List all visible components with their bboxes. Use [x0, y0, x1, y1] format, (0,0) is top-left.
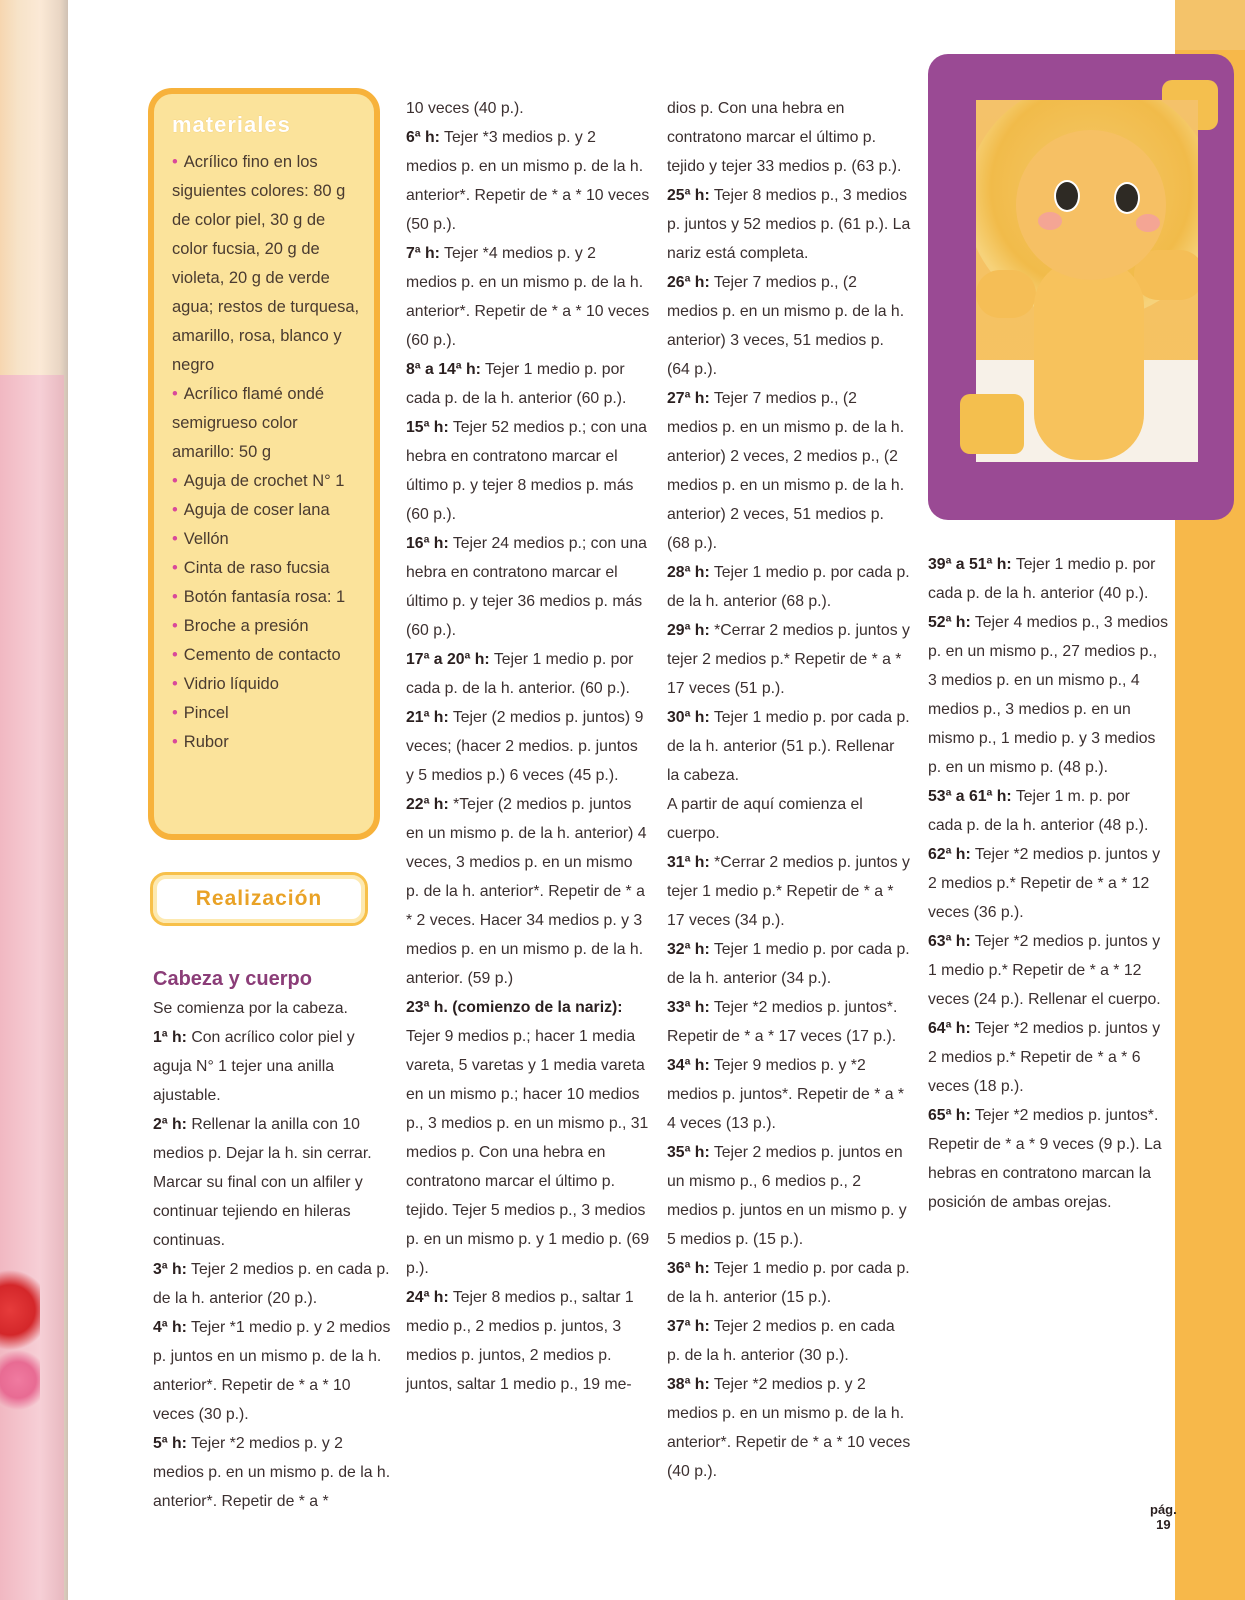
row-label: 22ª h: — [406, 796, 449, 813]
row-label: 28ª h: — [667, 564, 710, 581]
row-text: Tejer 2 medios p. en cada p. de la h. anterior (30 p.). — [667, 1318, 895, 1364]
instruction-step — [667, 94, 911, 181]
row-text: Con acrílico color piel y aguja N° 1 tejer una anilla ajustable. — [153, 1029, 355, 1104]
page-gutter — [0, 0, 68, 1600]
row-label: 6ª h: — [406, 129, 440, 146]
row-label: 3ª h: — [153, 1261, 187, 1278]
bullet-icon: • — [172, 704, 178, 722]
row-label: 63ª h: — [928, 933, 971, 950]
instruction-step — [667, 181, 911, 268]
material-item — [172, 525, 360, 554]
row-label: 24ª h: — [406, 1289, 449, 1306]
materials-title: materiales — [172, 112, 291, 137]
instruction-step — [928, 1101, 1168, 1217]
material-item — [172, 583, 360, 612]
row-label: 53ª a 61ª h: — [928, 788, 1012, 805]
row-label: 32ª h: — [667, 941, 710, 958]
instruction-step — [406, 94, 650, 123]
row-label: 25ª h: — [667, 187, 710, 204]
instruction-step — [667, 935, 911, 993]
row-label: 21ª h: — [406, 709, 449, 726]
instruction-step — [667, 268, 911, 384]
instruction-step — [406, 645, 650, 703]
bullet-icon: • — [172, 675, 178, 693]
row-text: *Tejer (2 medios p. juntos en un mismo p. de la h. anterior) 4 veces, 3 medios p. en un mismo p. de la h. anterior*. Repetir de * a * 2 veces. Hacer 34 medios p. y 3 medios p. en un mismo p. de la h. anterior. (59 p.) — [406, 796, 647, 987]
material-item — [172, 467, 360, 496]
column-4 — [928, 550, 1168, 1217]
instruction-step — [153, 1023, 393, 1110]
bullet-icon: • — [172, 385, 178, 403]
instruction-step — [406, 993, 650, 1283]
instruction-step — [406, 123, 650, 239]
row-text: 10 veces (40 p.). — [406, 100, 524, 117]
row-text: Tejer *1 medio p. y 2 medios p. juntos en un mismo p. de la h. anterior*. Repetir de * a * 10 veces (30 p.). — [153, 1319, 391, 1423]
instruction-step — [406, 239, 650, 355]
row-text: Tejer *4 medios p. y 2 medios p. en un mismo p. de la h. anterior*. Repetir de * a * 10 veces (60 p.). — [406, 245, 650, 349]
section-title: Cabeza y cuerpo — [153, 968, 312, 990]
row-text: Tejer *3 medios p. y 2 medios p. en un mismo p. de la h. anterior*. Repetir de * a * 10 veces (50 p.). — [406, 129, 650, 233]
material-text: Acrílico fino en los siguientes colores: 80 g de color piel, 30 g de color fucsia, 20 g de violeta, 20 g de verde agua; restos de turquesa, amarillo, rosa, blanco y negro — [172, 153, 360, 374]
material-text: Aguja de coser lana — [183, 501, 330, 519]
material-item — [172, 148, 360, 380]
material-text: Cemento de contacto — [183, 646, 341, 664]
instruction-step — [667, 616, 911, 703]
bullet-icon: • — [172, 733, 178, 751]
row-text: Tejer *2 medios p. juntos*. Repetir de * a * 17 veces (17 p.). — [667, 999, 898, 1045]
instruction-step — [153, 1429, 393, 1516]
material-text: Rubor — [183, 733, 229, 751]
row-text: Tejer *2 medios p. juntos y 1 medio p.* Repetir de * a * 12 veces (24 p.). Rellenar el cuerpo. — [928, 933, 1161, 1008]
row-text: Tejer 1 m. p. por cada p. de la h. anterior (48 p.). — [928, 788, 1149, 834]
row-label: 1ª h: — [153, 1029, 187, 1046]
row-text: Tejer *2 medios p. y 2 medios p. en un mismo p. de la h. anterior*. Repetir de * a * — [153, 1435, 391, 1510]
instruction-step — [153, 1255, 393, 1313]
row-label: 27ª h: — [667, 390, 710, 407]
row-text: Rellenar la anilla con 10 medios p. Dejar la h. sin cerrar. Marcar su final con un alfiler y continuar tejiendo en hileras continuas. — [153, 1116, 372, 1249]
instruction-step — [928, 550, 1168, 608]
bullet-icon: • — [172, 646, 178, 664]
page-label: pág. — [1150, 1502, 1177, 1517]
material-item — [172, 728, 360, 757]
instruction-step — [406, 703, 650, 790]
column-1 — [153, 964, 393, 1516]
instruction-step — [153, 1110, 393, 1255]
material-item — [172, 612, 360, 641]
row-label: 15ª h: — [406, 419, 449, 436]
material-text: Vidrio líquido — [183, 675, 279, 693]
bullet-icon: • — [172, 530, 178, 548]
instruction-step — [406, 413, 650, 529]
row-text: Tejer *2 medios p. y 2 medios p. en un mismo p. de la h. anterior*. Repetir de * a * 10 veces (40 p.). — [667, 1376, 911, 1480]
row-text: Tejer 7 medios p., (2 medios p. en un mismo p. de la h. anterior) 2 veces, 2 medios p., (2 medios p. en un mismo p. de la h. anterior) 2 veces, 51 medios p. (68 p.). — [667, 390, 905, 552]
intro-text: Se comienza por la cabeza. — [153, 1000, 348, 1017]
row-text: Tejer (2 medios p. juntos) 9 veces; (hacer 2 medios. p. juntos y 5 medios p.) 6 veces (45 p.). — [406, 709, 644, 784]
row-label: 35ª h: — [667, 1144, 710, 1161]
row-text: A partir de aquí comienza el cuerpo. — [667, 796, 863, 842]
adjacent-page-photo — [0, 1270, 40, 1420]
row-text: Tejer 1 medio p. por cada p. de la h. anterior (51 p.). Rellenar la cabeza. — [667, 709, 910, 784]
row-text: Tejer 9 medios p. y *2 medios p. juntos*. Repetir de * a * 4 veces (13 p.). — [667, 1057, 905, 1132]
row-text: *Cerrar 2 medios p. juntos y tejer 1 medio p.* Repetir de * a * 17 veces (34 p.). — [667, 854, 910, 929]
row-text: Tejer 2 medios p. en cada p. de la h. anterior (20 p.). — [153, 1261, 390, 1307]
row-text: Tejer *2 medios p. juntos*. Repetir de * a * 9 veces (9 p.). La hebras en contratono marcan la posición de ambas orejas. — [928, 1107, 1162, 1211]
instruction-step — [667, 790, 911, 848]
row-text: Tejer 52 medios p.; con una hebra en contratono marcar el último p. y tejer 8 medios p. más (60 p.). — [406, 419, 647, 523]
column-2 — [406, 94, 650, 1399]
material-item — [172, 554, 360, 583]
row-text: Tejer *2 medios p. juntos y 2 medios p.* Repetir de * a * 12 veces (36 p.). — [928, 846, 1161, 921]
material-item — [172, 641, 360, 670]
row-label: 8ª a 14ª h: — [406, 361, 481, 378]
instruction-step — [406, 790, 650, 993]
material-text: Aguja de crochet N° 1 — [183, 472, 345, 490]
frame-corner-decoration — [960, 394, 1024, 454]
row-label: 23ª h. (comienzo de la nariz): — [406, 999, 623, 1016]
row-label: 16ª h: — [406, 535, 449, 552]
row-label: 36ª h: — [667, 1260, 710, 1277]
instruction-step — [667, 993, 911, 1051]
instruction-step — [406, 355, 650, 413]
instruction-step — [928, 608, 1168, 782]
row-text: Tejer 9 medios p.; hacer 1 media vareta, 5 varetas y 1 media vareta en un mismo p.; hacer 10 medios p., 3 medios p. en un mismo p., 31 medios p. Con una hebra en contratono marcar el último p. tejido. Tejer 5 medios p., 3 medios p. en un mismo p. y 1 medio p. (69 p.). — [406, 1028, 650, 1277]
row-text: Tejer 24 medios p.; con una hebra en contratono marcar el último p. y tejer 36 medios p. más (60 p.). — [406, 535, 647, 639]
instruction-step — [667, 1370, 911, 1486]
bullet-icon: • — [172, 472, 178, 490]
row-label: 5ª h: — [153, 1435, 187, 1452]
material-item — [172, 670, 360, 699]
row-text: Tejer 1 medio p. por cada p. de la h. anterior (15 p.). — [667, 1260, 910, 1306]
row-text: Tejer 8 medios p., saltar 1 medio p., 2 medios p. juntos, 3 medios p. juntos, 2 medios p. juntos, saltar 1 medio p., 19 me- — [406, 1289, 634, 1393]
row-text: *Cerrar 2 medios p. juntos y tejer 2 medios p.* Repetir de * a * 17 veces (51 p.). — [667, 622, 910, 697]
row-label: 7ª h: — [406, 245, 440, 262]
bullet-icon: • — [172, 617, 178, 635]
bullet-icon: • — [172, 559, 178, 577]
row-text: Tejer 1 medio p. por cada p. de la h. anterior. (60 p.). — [406, 651, 634, 697]
instruction-step — [153, 1313, 393, 1429]
row-label: 52ª h: — [928, 614, 971, 631]
material-item — [172, 380, 360, 467]
row-text: Tejer 4 medios p., 3 medios p. en un mismo p., 27 medios p., 3 medios p. en un mismo p., 4 medios p., 3 medios p. en un mismo p., 1 medio p. y 3 medios p. en un mismo p. (48 p.). — [928, 614, 1168, 776]
instruction-step — [667, 1254, 911, 1312]
row-text: Tejer 8 medios p., 3 medios p. juntos y 52 medios p. (61 p.). La nariz está completa. — [667, 187, 911, 262]
row-label: 26ª h: — [667, 274, 710, 291]
material-text: Acrílico flamé ondé semigrueso color amarillo: 50 g — [172, 385, 325, 461]
realizacion-label: Realización — [150, 872, 368, 926]
row-label: 64ª h: — [928, 1020, 971, 1037]
bullet-icon: • — [172, 501, 178, 519]
instruction-step — [667, 1312, 911, 1370]
row-text: Tejer 1 medio p. por cada p. de la h. anterior (40 p.). — [928, 556, 1156, 602]
row-text: Tejer *2 medios p. juntos y 2 medios p.* Repetir de * a * 6 veces (18 p.). — [928, 1020, 1161, 1095]
page-number-value: 19 — [1156, 1517, 1171, 1532]
material-item — [172, 699, 360, 728]
row-label: 30ª h: — [667, 709, 710, 726]
row-label: 4ª h: — [153, 1319, 187, 1336]
material-text: Cinta de raso fucsia — [183, 559, 330, 577]
materials-list — [172, 148, 360, 757]
instruction-step — [928, 927, 1168, 1014]
material-item — [172, 496, 360, 525]
row-label: 37ª h: — [667, 1318, 710, 1335]
row-label: 62ª h: — [928, 846, 971, 863]
material-text: Botón fantasía rosa: 1 — [183, 588, 346, 606]
material-text: Vellón — [183, 530, 229, 548]
row-text: Tejer 7 medios p., (2 medios p. en un mismo p. de la h. anterior) 3 veces, 51 medios p. (64 p.). — [667, 274, 905, 378]
instruction-step — [406, 529, 650, 645]
row-text: Tejer 1 medio p. por cada p. de la h. anterior (60 p.). — [406, 361, 627, 407]
row-text: Tejer 1 medio p. por cada p. de la h. anterior (68 p.). — [667, 564, 910, 610]
instruction-step — [667, 1051, 911, 1138]
instruction-step — [928, 840, 1168, 927]
instruction-step — [667, 558, 911, 616]
page-number — [1150, 1502, 1177, 1532]
row-text: Tejer 1 medio p. por cada p. de la h. anterior (34 p.). — [667, 941, 910, 987]
row-label: 2ª h: — [153, 1116, 187, 1133]
bullet-icon: • — [172, 153, 178, 171]
column-3 — [667, 94, 911, 1486]
row-label: 39ª a 51ª h: — [928, 556, 1012, 573]
row-label: 33ª h: — [667, 999, 710, 1016]
material-text: Pincel — [183, 704, 229, 722]
materials-box — [148, 88, 380, 840]
instruction-step — [406, 1283, 650, 1399]
row-label: 17ª a 20ª h: — [406, 651, 490, 668]
row-label: 34ª h: — [667, 1057, 710, 1074]
instruction-step — [667, 384, 911, 558]
doll-photo-frame — [928, 54, 1234, 520]
instruction-step — [928, 1014, 1168, 1101]
row-label: 29ª h: — [667, 622, 710, 639]
row-label: 31ª h: — [667, 854, 710, 871]
instruction-step — [928, 782, 1168, 840]
instruction-step — [667, 703, 911, 790]
row-text: Tejer 2 medios p. juntos en un mismo p., 6 medios p., 2 medios p. juntos en un mismo p. y 5 medios p. (15 p.). — [667, 1144, 907, 1248]
row-label: 65ª h: — [928, 1107, 971, 1124]
bullet-icon: • — [172, 588, 178, 606]
row-label: 38ª h: — [667, 1376, 710, 1393]
material-text: Broche a presión — [183, 617, 309, 635]
instruction-step — [667, 848, 911, 935]
instruction-step — [667, 1138, 911, 1254]
row-text: dios p. Con una hebra en contratono marcar el último p. tejido y tejer 33 medios p. (63 p.). — [667, 100, 902, 175]
